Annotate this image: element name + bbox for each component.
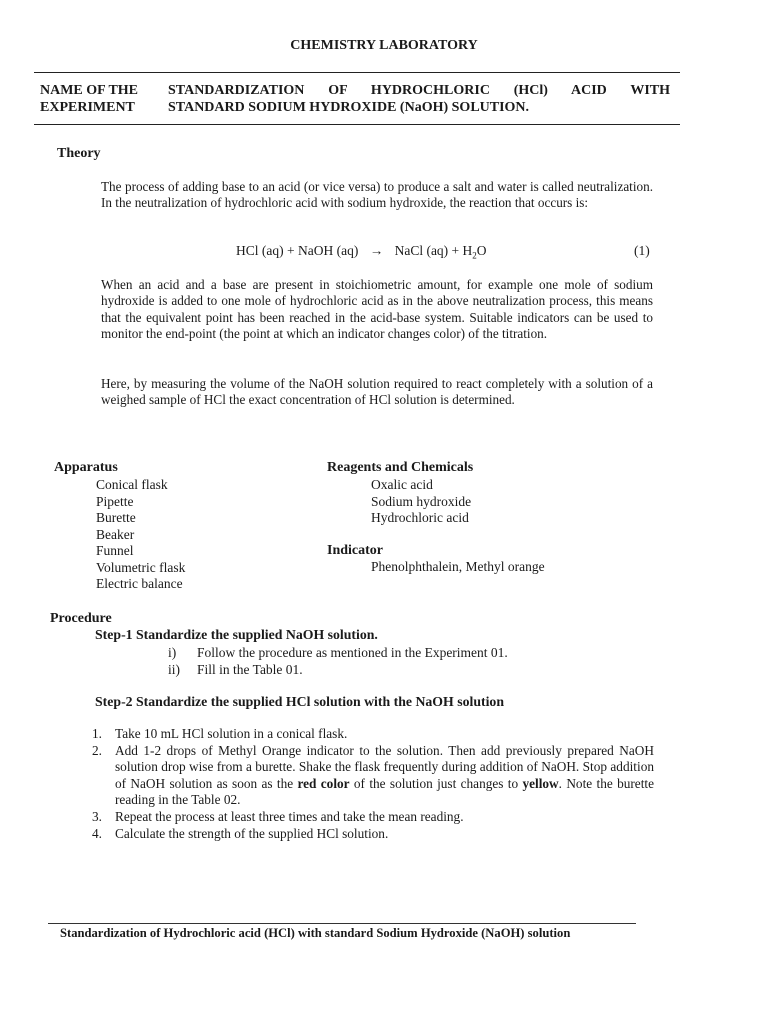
- reagent-item: Sodium hydroxide: [371, 493, 472, 509]
- equation-products: NaCl (aq) + H: [394, 243, 473, 258]
- step2-title: Step-2 Standardize the supplied HCl solution with the NaOH solution: [95, 694, 504, 709]
- experiment-title-line2: STANDARD SODIUM HYDROXIDE (NaOH) SOLUTION.: [168, 100, 530, 115]
- step1-item-text: Fill in the Table 01.: [197, 662, 303, 677]
- list-item-number: 2.: [92, 742, 102, 758]
- list-item: [92, 826, 654, 843]
- experiment-label: NAME OF THE EXPERIMENT: [40, 83, 139, 115]
- equation-number: (1): [634, 243, 650, 258]
- reagent-item: Oxalic acid: [371, 477, 433, 492]
- theory-paragraph-2: When an acid and a base are present in stoichiometric amount, for example one mole of sodium hydroxide is added to one mole of hydrochloric acid as in the above neutralization process, this means that the equivalent point has been reached in the acid-base system. Suitable indicators can be used to monitor the end-point (the point at which an indicator changes color) of the titration.: [101, 277, 653, 342]
- list-item-text: Calculate the strength of the supplied HCl solution.: [115, 825, 389, 841]
- reaction-equation: [236, 243, 487, 261]
- list-item-text: Take 10 mL HCl solution in a conical flask.: [115, 726, 348, 741]
- step1-item-number: i): [168, 645, 177, 660]
- header-top-rule: [34, 72, 680, 73]
- list-item: [92, 743, 654, 809]
- apparatus-item: Beaker: [96, 526, 135, 542]
- emphasis-yellow: yellow: [522, 775, 559, 791]
- list-item-text: of the solution just changes to: [349, 775, 523, 791]
- equation-subscript: 2: [472, 250, 477, 261]
- experiment-title-line1: STANDARDIZATION OF HYDROCHLORIC (HCl) ACID WITH: [168, 83, 670, 98]
- step2-list: [92, 726, 654, 842]
- step1-item: [168, 644, 508, 661]
- step1-item: [168, 661, 508, 678]
- list-item-text: . Note the burette reading in the Table 02.: [115, 775, 655, 808]
- apparatus-item: Electric balance: [96, 576, 183, 591]
- apparatus-list: [96, 477, 185, 593]
- arrow-icon: →: [369, 243, 384, 258]
- equation-end: O: [476, 243, 487, 258]
- theory-paragraph-3: Here, by measuring the volume of the NaOH solution required to react completely with a solution of a weighed sample of HCl the exact concentration of HCl solution is determined.: [101, 376, 653, 408]
- list-item-text: Add 1-2 drops of Methyl Orange indicator to the solution. Then add previously prepared NaOH solution drop wise from a burette. Shake the flask frequently during addition of NaOH. Stop addition of NaOH solution as soon as the: [115, 742, 654, 791]
- list-item: [92, 809, 654, 826]
- step1-list: [168, 644, 508, 678]
- apparatus-item: Burette: [96, 510, 136, 525]
- apparatus-item: Conical flask: [96, 477, 168, 492]
- equation-reactants: HCl (aq) + NaOH (aq): [236, 243, 359, 258]
- apparatus-item: Pipette: [96, 493, 134, 509]
- page-title: CHEMISTRY LABORATORY: [290, 38, 478, 53]
- apparatus-item: Funnel: [96, 543, 134, 558]
- reagents-list: [371, 477, 471, 527]
- step1-title: Step-1 Standardize the supplied NaOH solution.: [95, 627, 378, 642]
- list-item-number: 3.: [92, 808, 102, 824]
- list-item-text: Repeat the process at least three times and take the mean reading.: [115, 808, 464, 824]
- header-bottom-rule: [34, 124, 680, 125]
- list-item: [92, 726, 654, 743]
- theory-heading: Theory: [57, 146, 101, 161]
- reagent-item: Hydrochloric acid: [371, 510, 469, 525]
- emphasis-red-color: red color: [297, 775, 350, 791]
- apparatus-item: Volumetric flask: [96, 559, 186, 575]
- footer-rule: [48, 923, 636, 924]
- procedure-heading: Procedure: [50, 611, 112, 626]
- reagents-heading: Reagents and Chemicals: [327, 460, 474, 475]
- indicator-heading: Indicator: [327, 543, 383, 558]
- indicator-value: Phenolphthalein, Methyl orange: [371, 559, 545, 574]
- theory-paragraph-1: The process of adding base to an acid (or vice versa) to produce a salt and water is called neutralization. In the neutralization of hydrochloric acid with sodium hydroxide, the reaction that occurs is:: [101, 179, 653, 211]
- step1-item-number: ii): [168, 662, 180, 677]
- list-item-number: 1.: [92, 726, 102, 741]
- list-item-number: 4.: [92, 825, 102, 841]
- apparatus-heading: Apparatus: [54, 460, 118, 475]
- step1-item-text: Follow the procedure as mentioned in the Experiment 01.: [197, 645, 508, 660]
- experiment-title: [168, 82, 670, 116]
- page-footer: Standardization of Hydrochloric acid (HCl) with standard Sodium Hydroxide (NaOH) solution: [60, 926, 571, 940]
